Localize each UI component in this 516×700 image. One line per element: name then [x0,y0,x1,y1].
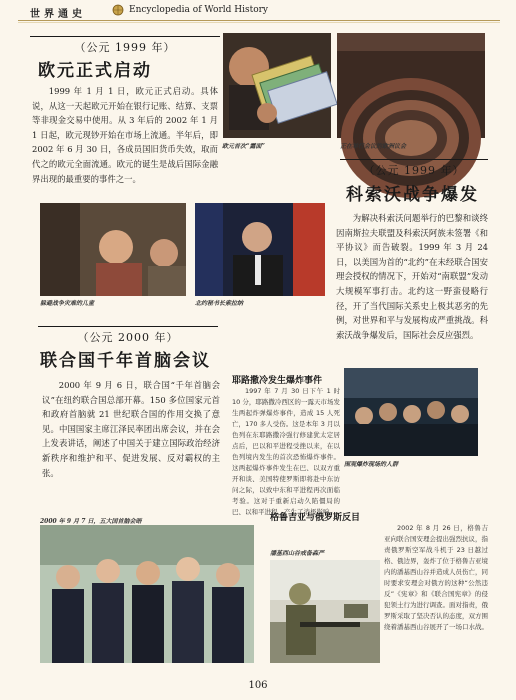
globe-logo-icon [112,4,124,16]
euro-body: 1999 年 1 月 1 日，欧元正式启动。具体说，从这一天起欧元开始在银行记账、结算、支票等非现金交易中使用。从 3 年后的 2002 年 1 月 1 日起，欧元现钞开始在市场上流通。半年后，即 2002 年 6 月 30 日，各成员国旧货币失效，取而代之的欧元全面流通。欧元的诞生是战后国际金融界出现的最重要的事件之一。 [32,86,218,184]
section-rule [38,326,218,327]
header-title: 世界通史 [30,9,86,20]
kosovo-caption-solana: 北约秘书长索拉纳 [195,300,244,307]
georgia-heading: 格鲁吉亚与俄罗斯反目 [270,513,361,523]
pankisi-soldier-photo [270,560,380,663]
bombing-body: 1997 年 7 月 30 日下午 1 时 10 分，耶路撒冷西区的一露天市场发生两起炸弹爆炸事件，造成 15 人死亡，170 多人受伤。这是本年 3 月以色列在东耶路撒冷强行修建犹太定居点后，巴以和平进程受挫以来，在以色列境内发生的首次恐怖爆炸事件。这两起爆炸事件发生在巴、以双方重开和谈、美国特使罗斯即将赴中东访问之际，以致中东和平进程再次面临考验。这对于重新启动久陷僵局的巴、以和平进程，产生了消极影响。 [232,387,340,516]
un-year: （公元 2000 年） [77,331,179,344]
solana-photo [195,203,325,296]
war-children-photo [40,203,186,296]
pankisi-soldier-image [270,560,380,663]
header-divider [18,20,500,21]
bombing-scene-photo [344,368,478,456]
euro-caption-1: 欧元首次“露面” [222,143,265,150]
georgia-caption: 潘基西山谷戒备森严 [270,550,325,557]
page-number: 106 [248,680,268,691]
euro-banknotes-photo [223,33,331,138]
un-body: 2000 年 9 月 6 日，联合国“千年首脑会议”在纽约联合国总部开幕。150 多位国家元首和政府首脑就 21 世纪联合国的作用交换了意见。中国国家主席江泽民率团出席会议，并在会上发表讲话，阐述了中国关于建立国际政治经济新秩序和维护和平、促进发展、反对霸权的主张。 [42,380,220,478]
euro-banknotes-image [223,33,331,138]
kosovo-body-continued [218,295,488,324]
georgia-body: 2002 年 8 月 26 日，格鲁吉亚向联合国安理会提出强烈抗议，指责俄罗斯空军战斗机于 23 日越过格、俄边界，轰炸了位于格鲁吉亚境内的潘基西山谷并造成人员伤亡，同时要求安理会对俄方的这种“公然违反”《宪章》和《联合国宪章》的侵犯领土行为进行调查。面对指责，俄罗斯采取了坚决否认的态度，双方围绕着潘基西山谷展开了一场口水战。 [384,524,488,631]
un-title: 联合国千年首脑会议 [40,351,211,371]
european-parliament-photo [337,33,485,138]
kosovo-body: 为解决科索沃问题举行的巴黎和谈终因南斯拉夫联盟及科索沃阿族未签署《和平协议》而告破裂。1999 年 3 月 24 日，以美国为首的“北约”在未经联合国安理会授权的情况下，开始对“南联盟”发动大规模军事打击。北约这一野蛮侵略行径，开了当代国际关系史上极其恶劣的先例，对世界和平与发展构成严重挑战。科索沃战争爆发后，国际社会反应强烈。 [336,213,488,340]
five-leaders-image [40,525,254,663]
header-subtitle: Encyclopedia of World History [129,5,269,15]
bombing-scene-image [344,368,478,456]
five-leaders-photo [40,525,254,663]
kosovo-year: （公元 1999 年） [363,164,465,177]
kosovo-caption-child: 躲避战争灾难的儿童 [40,300,95,307]
euro-year: （公元 1999 年） [74,41,176,54]
section-rule [30,36,220,37]
section-rule [340,159,488,160]
bombing-heading: 耶路撒冷发生爆炸事件 [232,376,323,386]
european-parliament-image [337,33,485,138]
war-children-image [40,203,186,296]
solana-image [195,203,325,296]
kosovo-title: 科索沃战争爆发 [346,185,479,205]
bombing-caption: 围观爆炸现场的人群 [344,461,399,468]
header-divider-thin [18,22,500,23]
euro-caption-2: 正在举行会议的欧洲议会 [340,143,407,150]
euro-title: 欧元正式启动 [38,61,152,81]
un-caption: 2000 年 9 月 7 日，五大国首脑会晤 [40,518,142,525]
